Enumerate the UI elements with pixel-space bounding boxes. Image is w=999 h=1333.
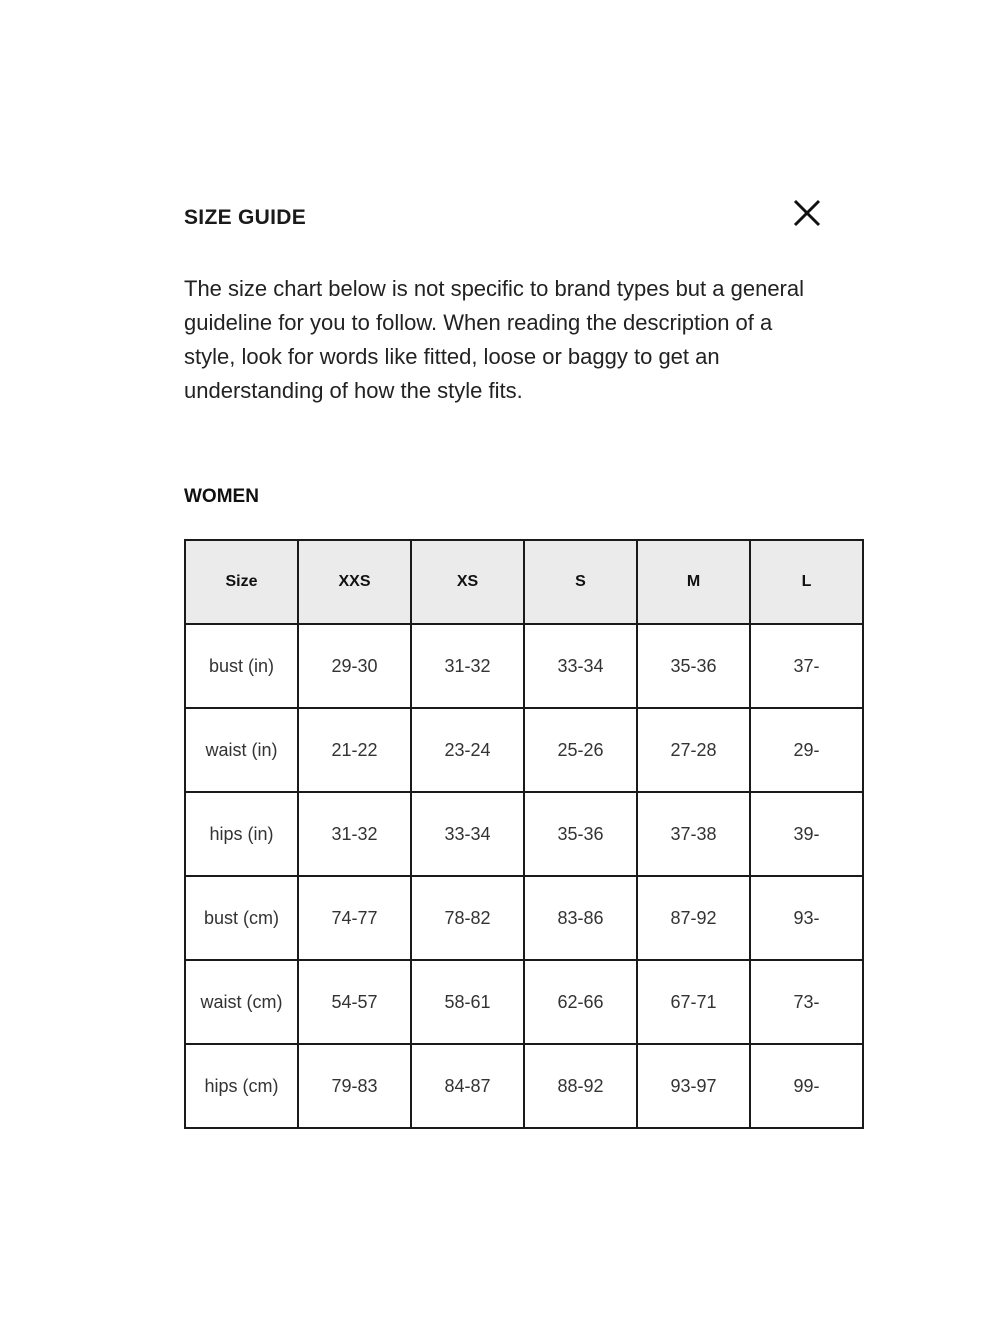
table-row	[185, 708, 863, 792]
table-cell: 21-22	[298, 708, 411, 792]
table-cell: 62-66	[524, 960, 637, 1044]
table-cell: 79-83	[298, 1044, 411, 1128]
modal-title: SIZE GUIDE	[184, 206, 307, 229]
table-cell: 93-97	[637, 1044, 750, 1128]
close-icon	[790, 196, 824, 230]
table-header-cell: L	[750, 540, 863, 624]
table-cell: 27-28	[637, 708, 750, 792]
row-label-cell: bust (in)	[185, 624, 298, 708]
table-cell: 37-	[750, 624, 863, 708]
table-header-cell: Size	[185, 540, 298, 624]
table-header-cell: XXS	[298, 540, 411, 624]
table-row	[185, 624, 863, 708]
table-cell: 93-	[750, 876, 863, 960]
row-label-cell: hips (in)	[185, 792, 298, 876]
table-header-cell: S	[524, 540, 637, 624]
section-heading-women: WOMEN	[184, 486, 259, 507]
table-header-cell: M	[637, 540, 750, 624]
row-label-cell: hips (cm)	[185, 1044, 298, 1128]
table-cell: 29-	[750, 708, 863, 792]
table-cell: 35-36	[637, 624, 750, 708]
table-cell: 33-34	[411, 792, 524, 876]
table-cell: 84-87	[411, 1044, 524, 1128]
table-cell: 83-86	[524, 876, 637, 960]
table-cell: 39-	[750, 792, 863, 876]
size-table	[184, 539, 864, 1129]
intro-text: The size chart below is not specific to brand types but a general guideline for you to follow. When reading the description of a style, look for words like fitted, loose or baggy to get an understanding of how the style fits.	[184, 276, 805, 403]
table-cell: 87-92	[637, 876, 750, 960]
row-label-cell: bust (cm)	[185, 876, 298, 960]
table-header-row	[185, 540, 863, 624]
table-cell: 78-82	[411, 876, 524, 960]
table-cell: 29-30	[298, 624, 411, 708]
table-cell: 99-	[750, 1044, 863, 1128]
table-row	[185, 792, 863, 876]
table-cell: 67-71	[637, 960, 750, 1044]
size-table-scroll-container[interactable]	[184, 539, 820, 1143]
table-cell: 54-57	[298, 960, 411, 1044]
close-button[interactable]	[790, 196, 824, 230]
table-cell: 74-77	[298, 876, 411, 960]
table-cell: 88-92	[524, 1044, 637, 1128]
table-cell: 25-26	[524, 708, 637, 792]
table-cell: 23-24	[411, 708, 524, 792]
table-cell: 73-	[750, 960, 863, 1044]
table-row	[185, 1044, 863, 1128]
table-row	[185, 960, 863, 1044]
table-cell: 31-32	[298, 792, 411, 876]
table-row	[185, 876, 863, 960]
table-header-cell: XS	[411, 540, 524, 624]
table-cell: 35-36	[524, 792, 637, 876]
table-cell: 33-34	[524, 624, 637, 708]
table-cell: 31-32	[411, 624, 524, 708]
row-label-cell: waist (in)	[185, 708, 298, 792]
table-cell: 58-61	[411, 960, 524, 1044]
row-label-cell: waist (cm)	[185, 960, 298, 1044]
table-cell: 37-38	[637, 792, 750, 876]
